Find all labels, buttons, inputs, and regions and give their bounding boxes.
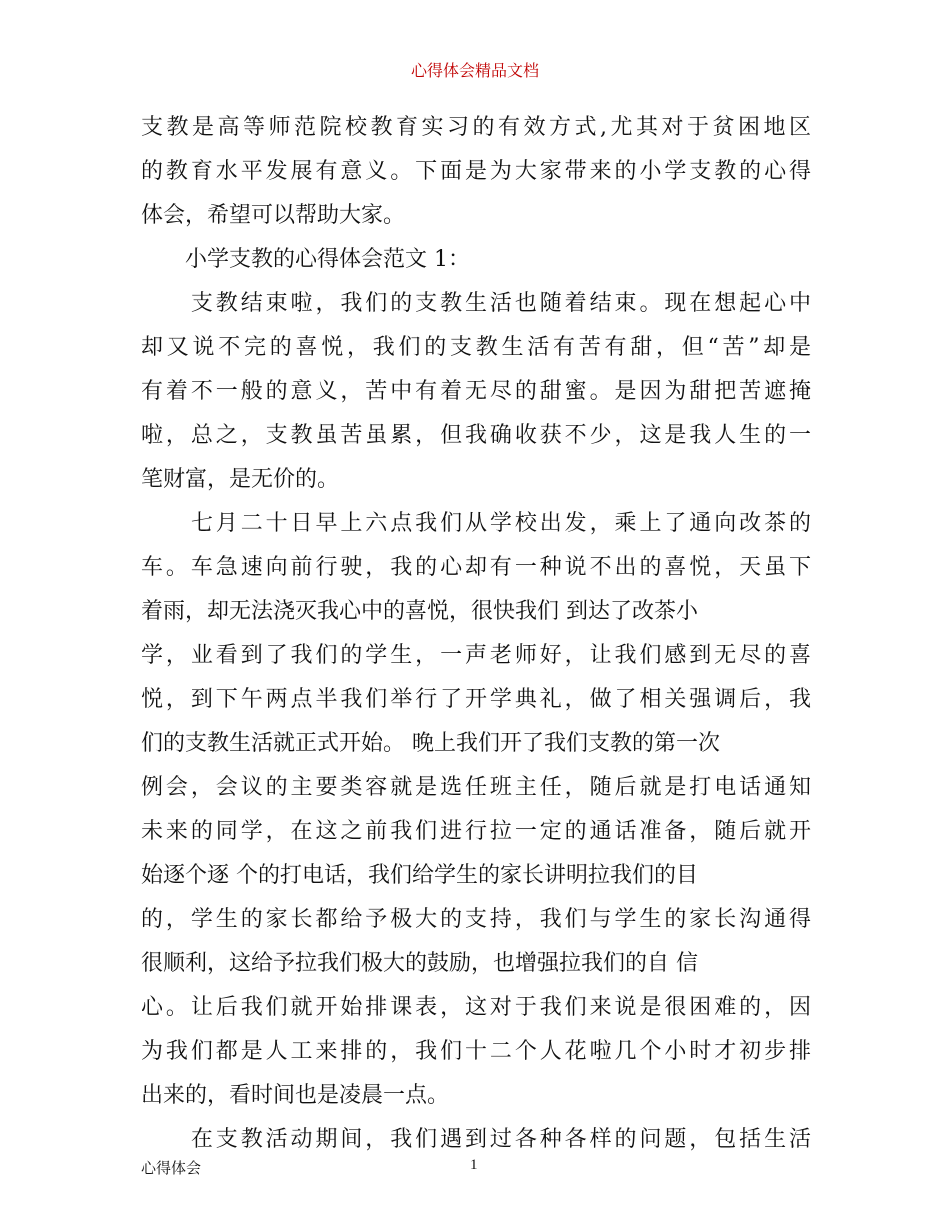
text-line: 小学支教的心得体会范文 1： <box>141 247 470 272</box>
text-line: 始逐个逐 个的打电话，我们给学生的家长讲明拉我们的目 <box>141 863 698 888</box>
text-line: 在支教活动期间，我们遇到过各种各样的问题，包括生活 <box>141 1127 811 1152</box>
text-line: 车。车急速向前行驶，我的心却有一种说不出的喜悦，天虽下 <box>141 555 811 580</box>
text-line: 的，学生的家长都给予极大的支持，我们与学生的家长沟通得 <box>141 907 811 932</box>
text-line: 支教结束啦，我们的支教生活也随着结束。现在想起心中 <box>141 291 811 316</box>
text-line: 着雨，却无法浇灭我心中的喜悦，很快我们 到达了改茶小 <box>141 599 698 624</box>
text-line: 悦，到下午两点半我们举行了开学典礼，做了相关强调后，我 <box>141 687 811 712</box>
text-line: 学，业看到了我们的学生，一声老师好，让我们感到无尽的喜 <box>141 643 811 668</box>
text-line: 的教育水平发展有意义。下面是为大家带来的小学支教的心得 <box>141 159 811 184</box>
document-body <box>141 106 811 1162</box>
text-line: 七月二十日早上六点我们从学校出发，乘上了通向改茶的 <box>141 511 811 536</box>
text-line: 未来的同学，在这之前我们进行拉一定的通话准备，随后就开 <box>141 819 811 844</box>
text-line: 为我们都是人工来排的，我们十二个人花啦几个小时才初步排 <box>141 1039 811 1064</box>
footer-label: 心得体会 <box>141 1159 202 1177</box>
text-line: 们的支教生活就正式开始。 晚上我们开了我们支教的第一次 <box>141 731 720 756</box>
page-header-title: 心得体会精品文档 <box>410 61 539 80</box>
text-line: 却又说不完的喜悦，我们的支教生活有苦有甜，但“苦”却是 <box>141 335 811 360</box>
text-line: 很顺利，这给予拉我们极大的鼓励，也增强拉我们的自 信 <box>141 951 698 976</box>
text-line: 出来的，看时间也是凌晨一点。 <box>141 1083 450 1108</box>
text-line: 体会，希望可以帮助大家。 <box>141 203 406 228</box>
text-line: 心。让后我们就开始排课表，这对于我们来说是很困难的，因 <box>141 995 811 1020</box>
text-line: 有着不一般的意义，苦中有着无尽的甜蜜。是因为甜把苦遮掩 <box>141 379 811 404</box>
text-line: 啦，总之，支教虽苦虽累，但我确收获不少，这是我人生的一 <box>141 423 811 448</box>
page-number: 1 <box>470 1157 478 1173</box>
text-line: 笔财富，是无价的。 <box>141 467 340 492</box>
text-line: 支教是高等师范院校教育实习的有效方式,尤其对于贫困地区 <box>141 115 811 140</box>
text-line: 例会，会议的主要类容就是选任班主任，随后就是打电话通知 <box>141 775 811 800</box>
